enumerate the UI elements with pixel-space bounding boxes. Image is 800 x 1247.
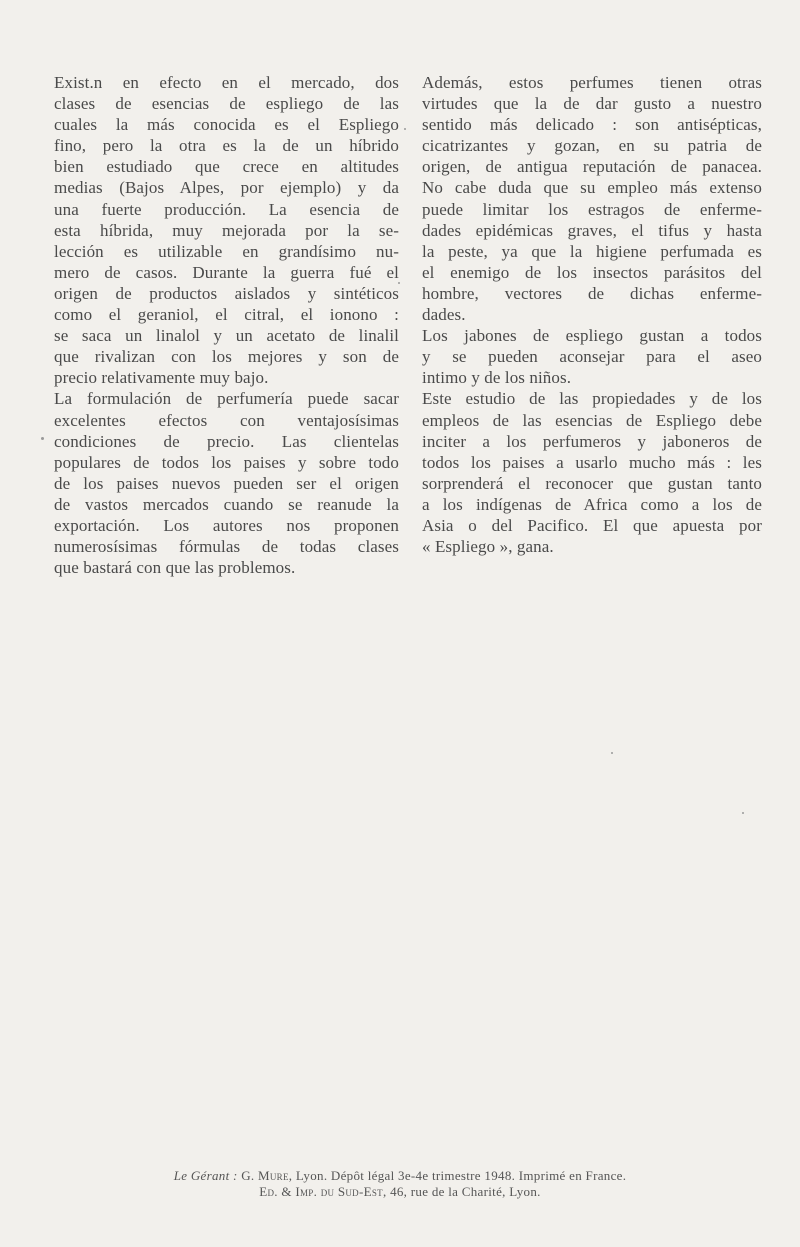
left-column-line: que rivalizan con los mejores y son de xyxy=(54,347,399,367)
footer-line-2-rest: , 46, rue de la Charité, Lyon. xyxy=(382,1184,541,1199)
right-column-line: virtudes que la de dar gusto a nuestro xyxy=(422,94,762,114)
right-column-line: Además, estos perfumes tienen otras xyxy=(422,73,762,92)
right-column-line: No cabe duda que su empleo más extenso xyxy=(422,178,762,198)
footer-gerant-label: Le Gérant : xyxy=(173,1168,238,1183)
left-column-line: bien estudiado que crece en altitudes xyxy=(54,157,399,177)
right-column-line: Asia o del Pacifico. El que apuesta por xyxy=(422,515,762,535)
left-column xyxy=(54,72,399,578)
left-column-line: precio relativamente muy bajo. xyxy=(54,368,269,388)
right-column-line: empleos de las esencias de Espliego debe xyxy=(422,410,762,430)
left-column-line: como el geraniol, el citral, el ionono : xyxy=(54,305,399,325)
left-column-line: de los paises nuevos pueden ser el origen xyxy=(54,473,399,493)
left-column-line: origen de productos aislados y sintéticos xyxy=(54,283,399,303)
left-column-line: clases de esencias de espliego de las xyxy=(54,94,399,114)
right-column-line: origen, de antigua reputación de panacea. xyxy=(422,157,762,177)
footer-line-1-rest: , Lyon. Dépôt légal 3e-4e trimestre 1948. Imprimé en France. xyxy=(288,1168,627,1183)
paper-speck xyxy=(398,282,400,284)
left-column-line: populares de todos los paises y sobre todo xyxy=(54,452,399,472)
footer-printer: Ed. & Imp. du Sud-Est xyxy=(259,1184,383,1199)
right-column-line: sentido más delicado : son antisépticas, xyxy=(422,115,762,135)
right-column-line: Este estudio de las propiedades y de los xyxy=(422,389,762,409)
right-column-line: sorprenderá el reconocer que gustan tanto xyxy=(422,473,762,493)
right-column-line: hombre, vectores de dichas enferme- xyxy=(422,283,762,303)
right-column-line: Los jabones de espliego gustan a todos xyxy=(422,326,762,346)
footer-line-1 xyxy=(0,1168,800,1184)
right-column-line: puede limitar los estragos de enferme- xyxy=(422,199,762,219)
right-column-line: todos los paises a usarlo mucho más : les xyxy=(422,452,762,472)
left-column-line: exportación. Los autores nos proponen xyxy=(54,515,399,535)
left-column-line: condiciones de precio. Las clientelas xyxy=(54,431,399,451)
right-column-line: y se pueden aconsejar para el aseo xyxy=(422,347,762,367)
right-column-line: a los indígenas de Africa como a los de xyxy=(422,494,762,514)
left-column-line: una fuerte producción. La esencia de xyxy=(54,199,399,219)
left-column-line: cuales la más conocida es el Espliego xyxy=(54,115,399,135)
left-column-line: La formulación de perfumería puede sacar xyxy=(54,389,399,409)
footer-line-2 xyxy=(0,1184,800,1200)
right-column-line: inciter a los perfumeros y jaboneros de xyxy=(422,431,762,451)
left-column-line: numerosísimas fórmulas de todas clases xyxy=(54,537,399,557)
left-column-line: lección es utilizable en grandísimo nu- xyxy=(54,241,399,261)
paper-speck xyxy=(742,812,744,814)
left-column-line: medias (Bajos Alpes, por ejemplo) y da xyxy=(54,178,399,198)
right-column-line: intimo y de los niños. xyxy=(422,368,572,388)
paper-speck xyxy=(611,752,613,754)
left-column-line: Exist.n en efecto en el mercado, dos xyxy=(54,73,399,92)
right-column-line: el enemigo de los insectos parásitos del xyxy=(422,262,762,282)
right-column xyxy=(422,72,762,557)
left-column-line: excelentes efectos con ventajosísimas xyxy=(54,410,399,430)
right-column-line: dades. xyxy=(422,305,466,325)
right-column-line: « Espliego », gana. xyxy=(422,537,554,557)
right-column-line: la peste, ya que la higiene perfumada es xyxy=(422,241,762,261)
left-column-line: de vastos mercados cuando se reanude la xyxy=(54,494,399,514)
paper-speck xyxy=(404,128,406,130)
left-column-line: se saca un linalol y un acetato de linalil xyxy=(54,326,399,346)
left-column-line: que bastará con que las problemos. xyxy=(54,558,296,578)
footer-gerant-name: G. Mure xyxy=(241,1168,289,1183)
right-column-line: dades epidémicas graves, el tifus y hasta xyxy=(422,220,762,240)
left-column-line: esta híbrida, muy mejorada por la se- xyxy=(54,220,399,240)
left-column-line: fino, pero la otra es la de un híbrido xyxy=(54,136,399,156)
left-column-line: mero de casos. Durante la guerra fué el xyxy=(54,262,399,282)
paper-speck xyxy=(41,437,44,440)
right-column-line: cicatrizantes y gozan, en su patria de xyxy=(422,136,762,156)
